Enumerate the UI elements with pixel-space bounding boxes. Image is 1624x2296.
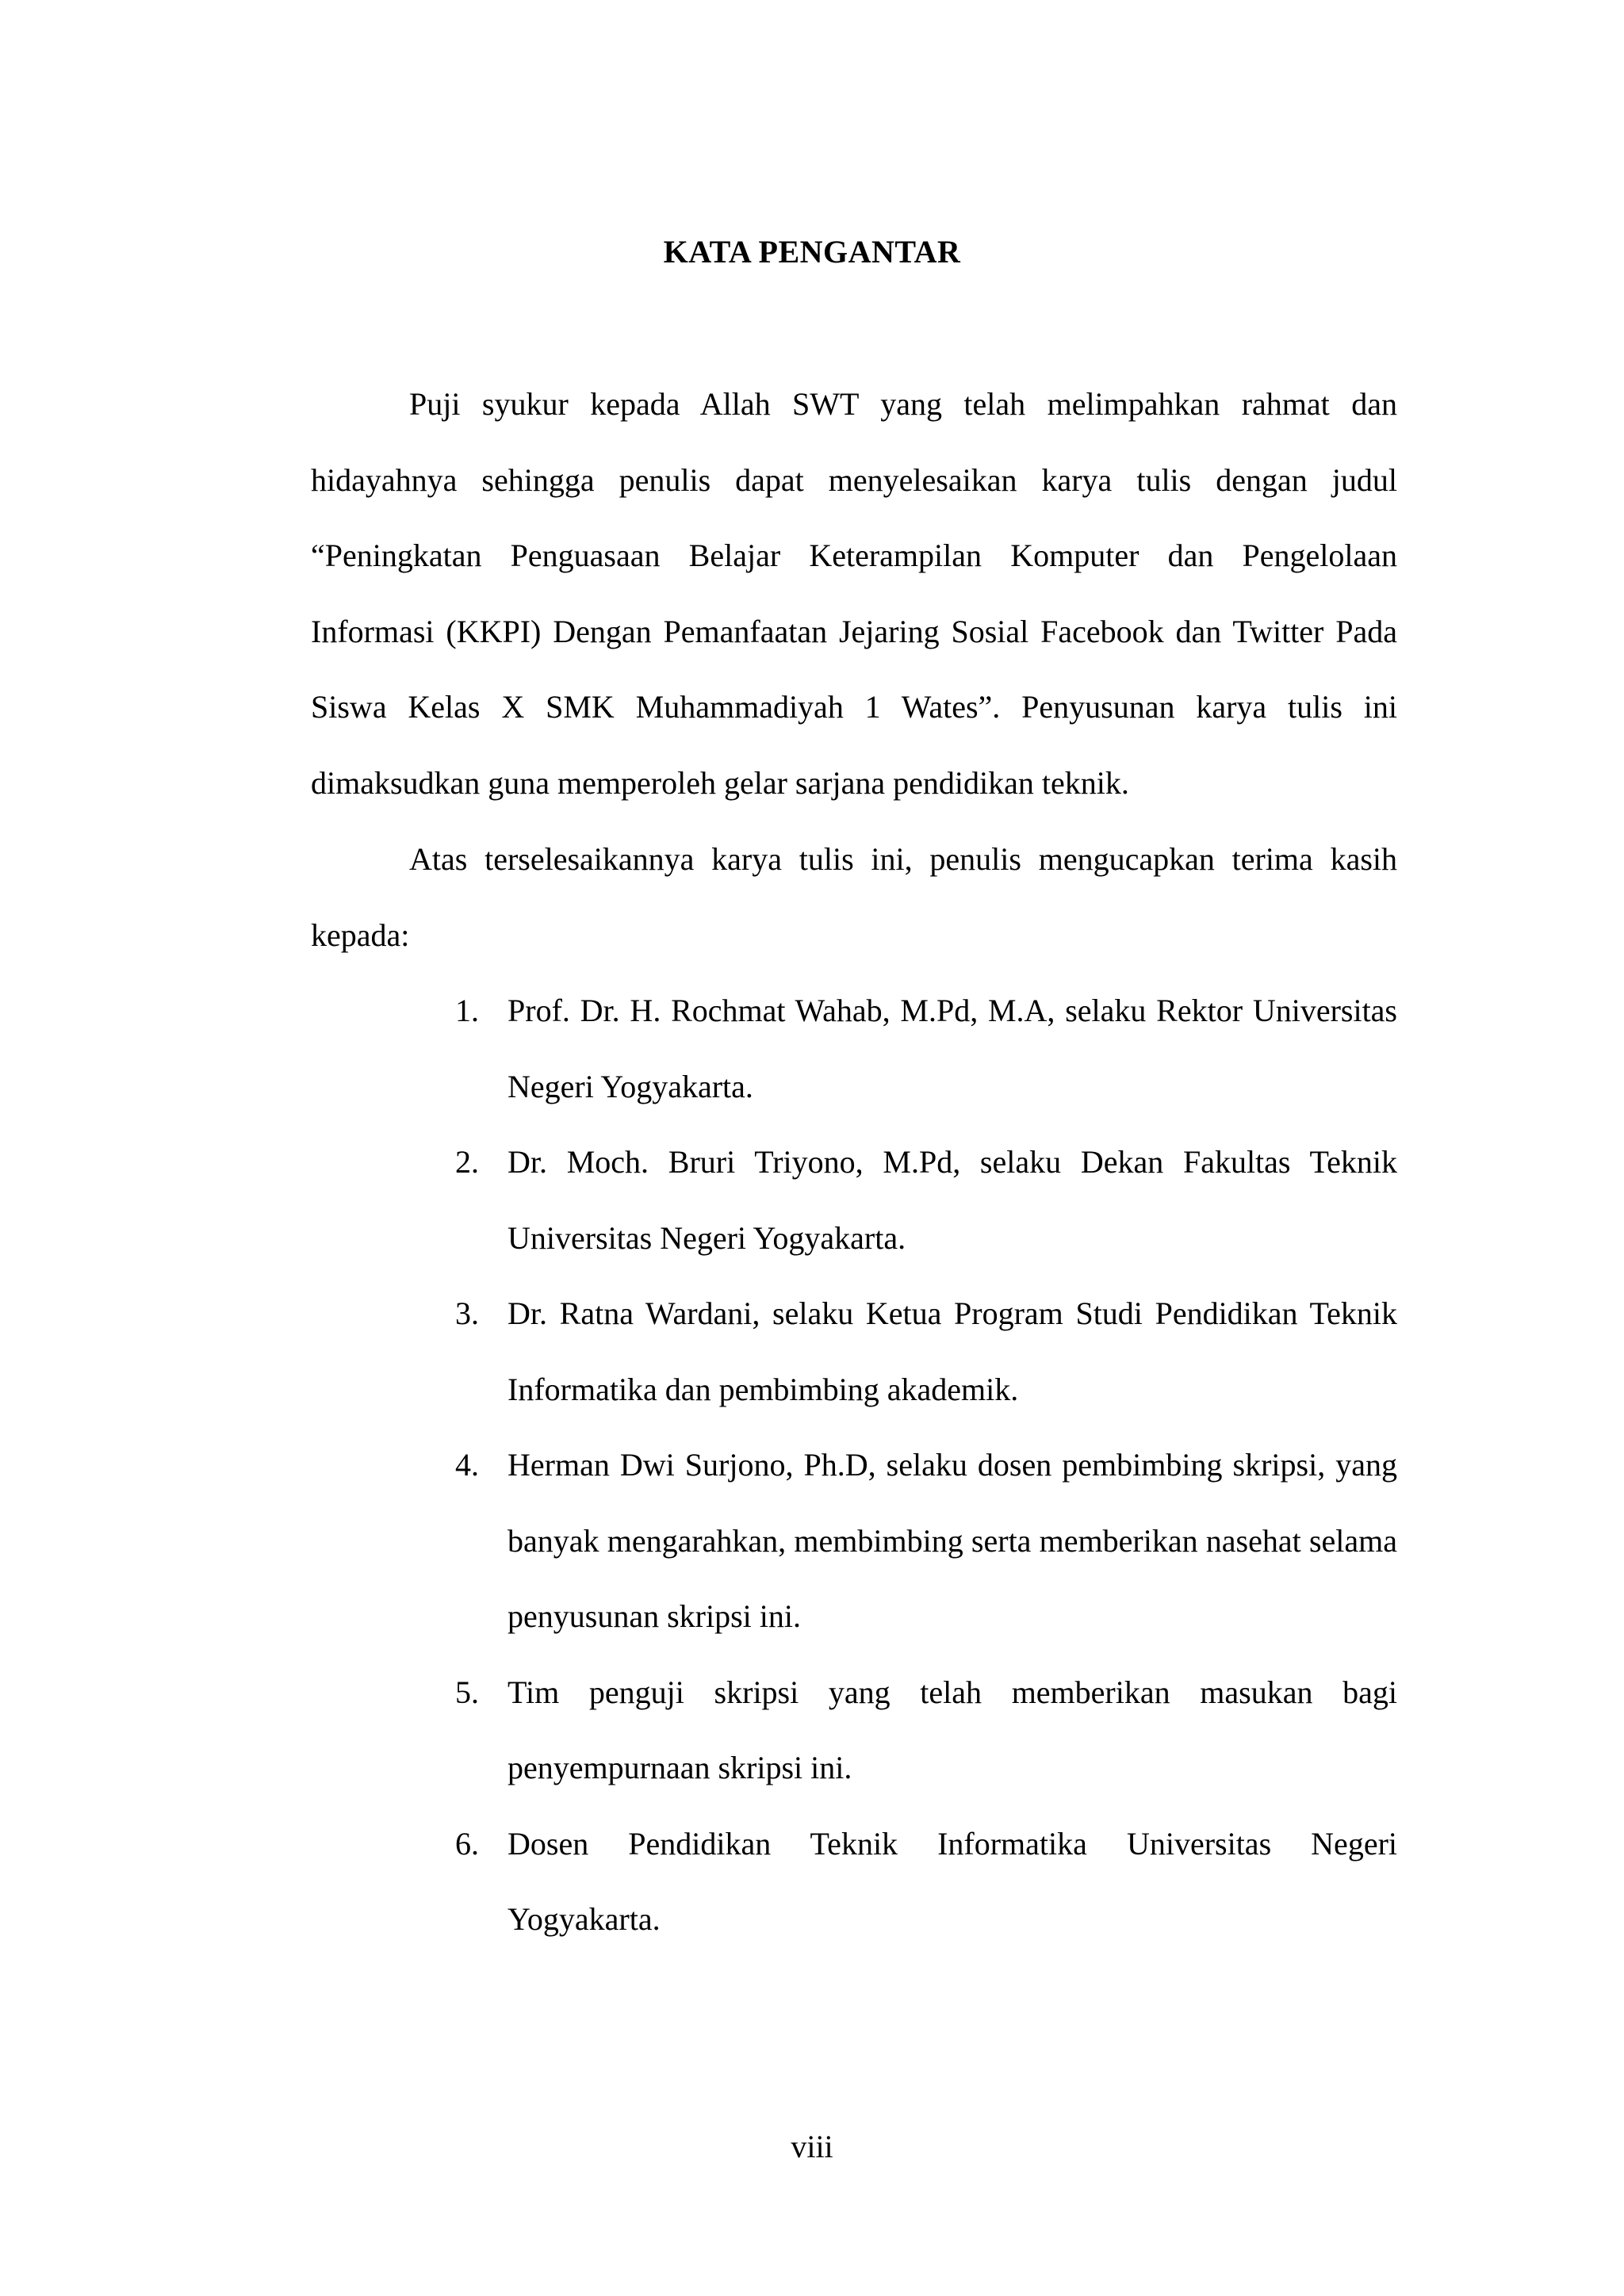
list-item-text: Dosen Pendidikan Teknik Informatika Universitas Negeri Yogyakarta. [508, 1825, 1397, 1937]
list-item-number: 6. [455, 1825, 479, 1862]
list-item-number: 3. [455, 1295, 479, 1331]
list-item [455, 1276, 1397, 1427]
list-item-number: 5. [455, 1674, 479, 1710]
intro-paragraph: Puji syukur kepada Allah SWT yang telah melimpahkan rahmat dan hidayahnya sehingga penulis dapat menyelesaikan karya tulis dengan judul “Peningkatan Penguasaan Belajar Keterampilan Komputer dan Pengelolaan Informasi (KKPI) Dengan Pemanfaatan Jejaring Sosial Facebook dan Twitter Pada Siswa Kelas X SMK Muhammadiyah 1 Wates”. Penyusunan karya tulis ini dimaksudkan guna memperoleh gelar sarjana pendidikan teknik. [311, 386, 1397, 801]
thanks-paragraph: Atas terselesaikannya karya tulis ini, penulis mengucapkan terima kasih kepada: [311, 841, 1397, 953]
list-item [455, 1427, 1397, 1655]
list-item [455, 1806, 1397, 1957]
page-number: viii [791, 2129, 833, 2164]
list-item-text: Tim penguji skripsi yang telah memberikan masukan bagi penyempurnaan skripsi ini. [508, 1674, 1397, 1785]
list-item-number: 4. [455, 1447, 479, 1483]
page-title: KATA PENGANTAR [663, 234, 961, 270]
acknowledgement-list [455, 973, 1397, 1957]
list-item-text: Dr. Moch. Bruri Triyono, M.Pd, selaku Dekan Fakultas Teknik Universitas Negeri Yogyakarta. [508, 1144, 1397, 1256]
list-item-text: Dr. Ratna Wardani, selaku Ketua Program Studi Pendidikan Teknik Informatika dan pembimbing akademik. [508, 1295, 1397, 1407]
list-item [455, 1655, 1397, 1806]
list-item [455, 973, 1397, 1124]
intro-paragraph-block [311, 366, 1397, 821]
list-item-text: Prof. Dr. H. Rochmat Wahab, M.Pd, M.A, selaku Rektor Universitas Negeri Yogyakarta. [508, 993, 1397, 1104]
list-item-number: 1. [455, 993, 479, 1028]
list-item-number: 2. [455, 1144, 479, 1180]
thanks-paragraph-block [311, 821, 1397, 973]
list-item [455, 1124, 1397, 1276]
list-item-text: Herman Dwi Surjono, Ph.D, selaku dosen pembimbing skripsi, yang banyak mengarahkan, membimbing serta memberikan nasehat selama penyusunan skripsi ini. [508, 1447, 1397, 1634]
